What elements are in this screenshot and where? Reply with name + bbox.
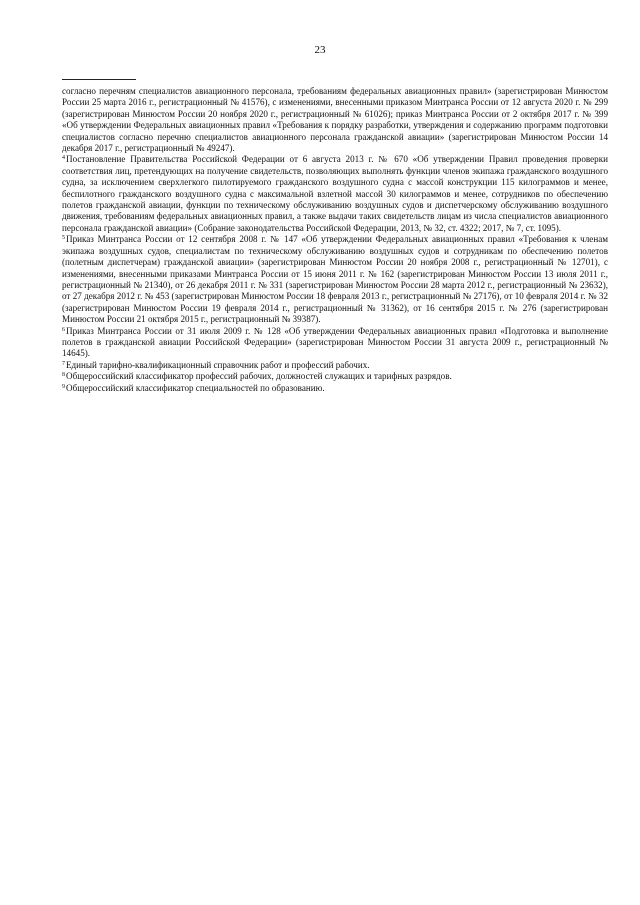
footnote-text: Общероссийский классификатор специальностей по образованию. (66, 382, 325, 393)
footnote-mark: 7 (62, 360, 65, 367)
footnote-text: Единый тарифно-квалификационный справочник работ и профессий рабочих. (66, 359, 370, 370)
footnotes-section (62, 86, 608, 394)
footnote-3-continuation (62, 86, 608, 154)
footnote-mark: 4 (62, 155, 65, 162)
footnote-8 (62, 371, 608, 382)
footnote-9 (62, 383, 608, 394)
footnote-mark: 6 (62, 326, 65, 333)
footnote-4 (62, 154, 608, 234)
footnote-text: Постановление Правительства Российской Федерации от 6 августа 2013 г. № 670 «Об утверждении Правил проведения проверки соответствия лиц, претендующих на получение свидетельств, позволяющих выполнять функции членов экипажа гражданского воздушного судна, за исключением сверхлегкого пилотируемого гражданского воздушного судна с массой конструкции 115 килограммов и менее, беспилотного гражданского воздушного судна с максимальной взлетной массой 30 килограммов и менее, сотрудников по обеспечению полетов гражданской авиации, функции по техническому обслуживанию воздушных судов и диспетчерскому обслуживанию воздушного движения, требованиям федеральных авиационных правил, а также выдачи таких свидетельств лицам из числа специалистов авиационного персонала гражданской авиации» (Собрание законодательства Российской Федерации, 2013, № 32, ст. 4322; 2017, № 7, ст. 1095). (62, 154, 608, 233)
footnote-separator (62, 79, 136, 80)
footnote-mark: 9 (62, 383, 65, 390)
footnote-text: Общероссийский классификатор профессий рабочих, должностей служащих и тарифных разрядов. (66, 371, 452, 382)
footnote-mark: 8 (62, 372, 65, 379)
footnote-7 (62, 360, 608, 371)
footnote-text: Приказ Минтранса России от 31 июля 2009 г. № 128 «Об утверждении Федеральных авиационных правил «Подготовка и выполнение полетов в гражданской авиации Российской Федерации» (зарегистрирован Минюстом России 31 августа 2009 г., регистрационный № 14645). (62, 325, 608, 359)
footnote-5 (62, 234, 608, 325)
footnote-mark: 5 (62, 235, 65, 242)
page-number: 23 (314, 44, 326, 56)
footnote-text: Приказ Минтранса России от 12 сентября 2008 г. № 147 «Об утверждении Федеральных авиационных правил «Требования к членам экипажа воздушных судов, специалистам по техническому обслуживанию воздушных судов и сотрудникам по обеспечению полетов (полетным диспетчерам) гражданской авиации» (зарегистрирован Минюстом России 20 ноября 2008 г., регистрационный № 12701), с изменениями, внесенными приказами Минтранса России от 15 июня 2011 г. № 162 (зарегистрирован Минюстом России 13 июля 2011 г., регистрационный № 21340), от 26 декабря 2011 г. № 331 (зарегистрирован Минюстом России 28 марта 2012 г., регистрационный № 23632), от 27 декабря 2012 г. № 453 (зарегистрирован Минюстом России 18 февраля 2013 г., регистрационный № 27176), от 10 февраля 2014 г. № 32 (зарегистрирован Минюстом России 19 февраля 2014 г., регистрационный № 31362), от 16 сентября 2015 г. № 276 (зарегистрирован Минюстом России 21 октября 2015 г., регистрационный № 39387). (62, 234, 608, 325)
footnote-text: согласно перечням специалистов авиационного персонала, требованиям федеральных авиационных правил» (зарегистрирован Минюстом России 25 марта 2016 г., регистрационный № 41576), с изменениями, внесенными приказом Минтранса России от 12 августа 2020 г. № 299 (зарегистрирован Минюстом России 20 ноября 2020 г., регистрационный № 61026); приказ Минтранса России от 2 октября 2017 г. № 399 «Об утверждении Федеральных авиационных правил «Требования к порядку разработки, утверждения и содержанию программ подготовки специалистов согласно перечню специалистов авиационного персонала гражданской авиации» (зарегистрирован Минюстом России 14 декабря 2017 г., регистрационный № 49247). (62, 86, 608, 154)
footnote-6 (62, 326, 608, 360)
